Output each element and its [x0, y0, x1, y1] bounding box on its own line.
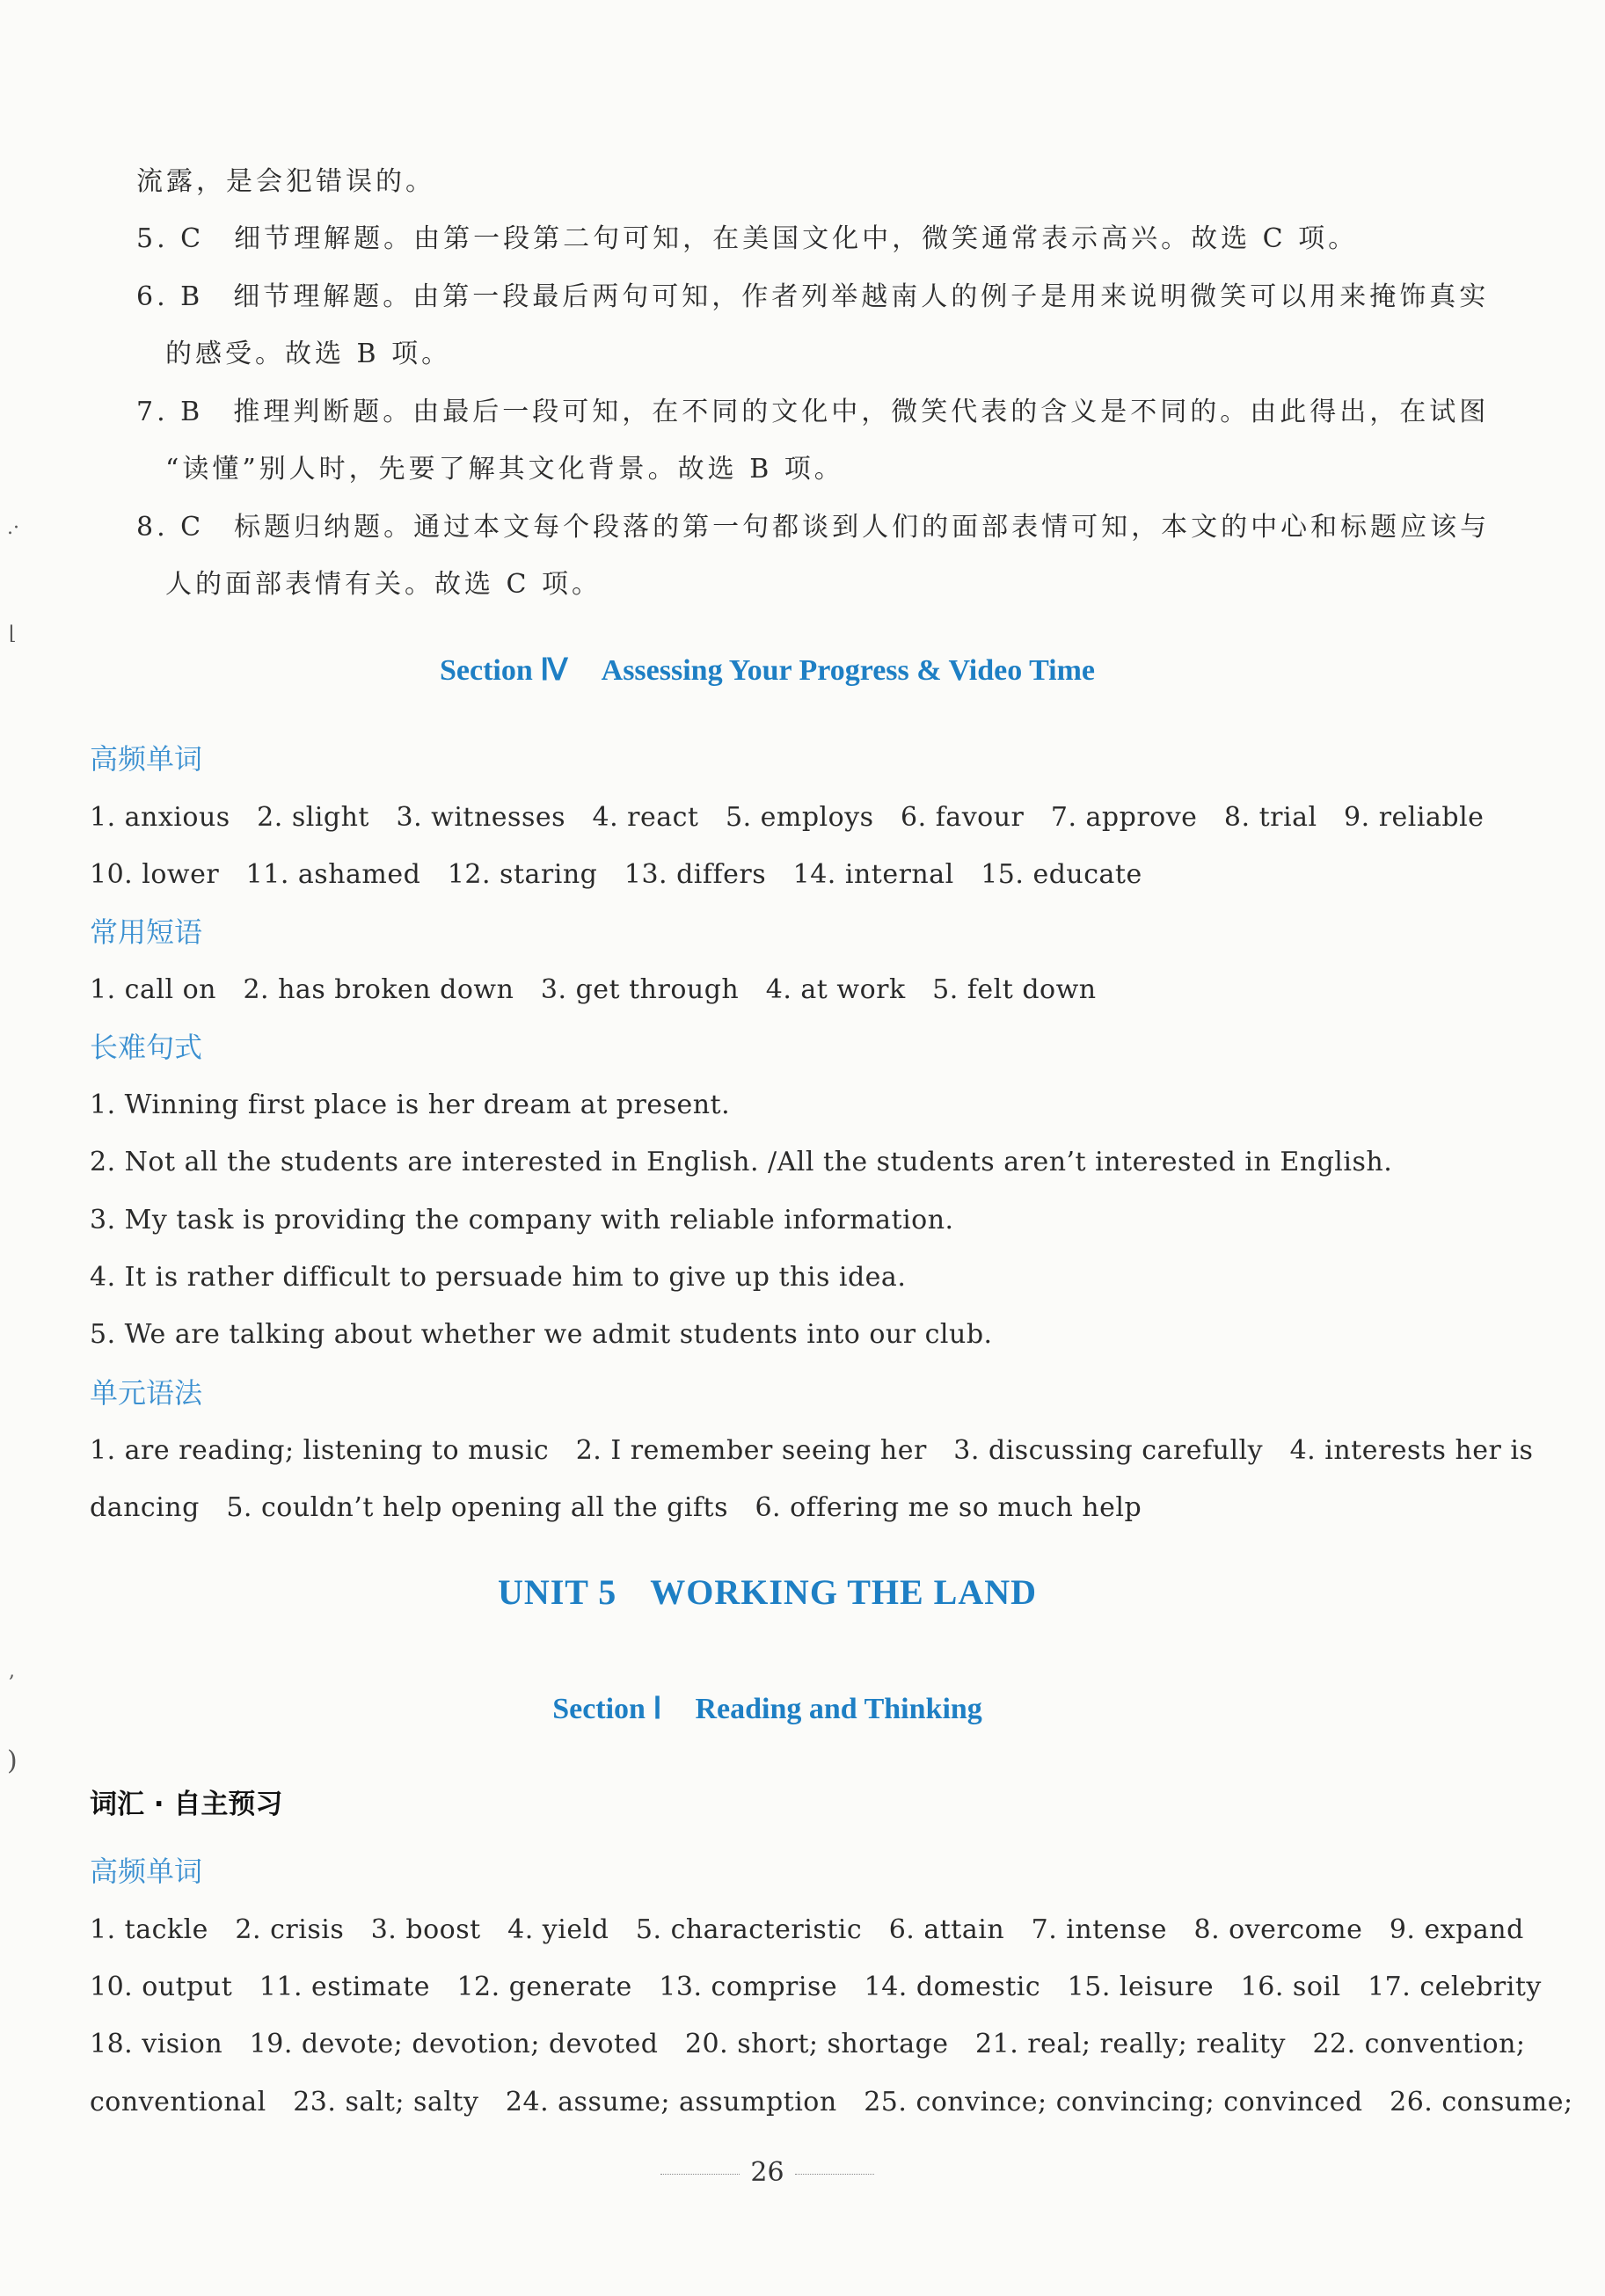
- answer-q6-cont: 的感受。故选 B 项。: [165, 339, 452, 369]
- section-number: Section Ⅰ: [552, 1693, 662, 1725]
- heading-high-frequency-words: 高频单词: [90, 742, 203, 776]
- answer-q7-cont: “读懂”别人时，先要了解其文化背景。故选 B 项。: [165, 454, 844, 485]
- margin-mark: ): [7, 1746, 18, 1776]
- footer-rule: [795, 2174, 874, 2175]
- margin-mark: ,: [9, 1660, 15, 1682]
- heading-complex-sentences: 长难句式: [90, 1031, 203, 1064]
- heading-high-frequency-words: 高频单词: [90, 1855, 203, 1888]
- phrase-list-line: 1. call on 2. has broken down 3. get through 4. at work 5. felt down: [90, 974, 1097, 1005]
- margin-mark: .·: [7, 517, 19, 539]
- unit-name: WORKING THE LAND: [650, 1572, 1038, 1612]
- page-footer: [0, 2157, 1535, 2188]
- heading-vocabulary-preview: 词汇 · 自主预习: [90, 1789, 283, 1820]
- word-list-line: 10. output 11. estimate 12. generate 13. comprise 14. domestic 15. leisure 16. soil 17. celebrity: [90, 1972, 1542, 2002]
- sentence: 1. Winning first place is her dream at present.: [90, 1090, 731, 1120]
- word-list-line: 1. anxious 2. slight 3. witnesses 4. react 5. employs 6. favour 7. approve 8. trial 9. reliable: [90, 802, 1485, 833]
- sentence: 3. My task is providing the company with reliable information.: [90, 1205, 954, 1235]
- margin-mark: ⌊: [9, 623, 17, 645]
- page-number: 26: [750, 2157, 784, 2188]
- word-list-line: conventional 23. salt; salty 24. assume; assumption 25. convince; convincing; convinced 26. consume;: [90, 2087, 1573, 2117]
- sentence: 5. We are talking about whether we admit students into our club.: [90, 1319, 993, 1350]
- answer-q8-cont: 人的面部表情有关。故选 C 项。: [165, 569, 602, 600]
- unit-title: [0, 1571, 1535, 1613]
- answer-q4-continuation: 流露，是会犯错误的。: [136, 166, 435, 197]
- section-name: Reading and Thinking: [695, 1693, 982, 1725]
- section-title: [0, 652, 1535, 688]
- section-name: Assessing Your Progress & Video Time: [601, 654, 1096, 687]
- word-list-line: 10. lower 11. ashamed 12. staring 13. differs 14. internal 15. educate: [90, 859, 1142, 890]
- answer-q7: 7. B 推理判断题。由最后一段可知，在不同的文化中，微笑代表的含义是不同的。由此得出，在试图: [136, 397, 1490, 427]
- section-title: [0, 1691, 1535, 1726]
- answer-q6: 6. B 细节理解题。由第一段最后两句可知，作者列举越南人的例子是用来说明微笑可以用来掩饰真实: [136, 281, 1490, 312]
- unit-number: UNIT 5: [497, 1572, 617, 1612]
- answer-q5: 5. C 细节理解题。由第一段第二句可知，在美国文化中，微笑通常表示高兴。故选 C 项。: [136, 223, 1359, 254]
- sentence: 4. It is rather difficult to persuade him to give up this idea.: [90, 1262, 907, 1293]
- word-list-line: 1. tackle 2. crisis 3. boost 4. yield 5. characteristic 6. attain 7. intense 8. overcome 9. expand: [90, 1914, 1524, 1945]
- word-list-line: 18. vision 19. devote; devotion; devoted 20. short; shortage 21. real; really; reality 22. convention;: [90, 2029, 1526, 2059]
- grammar-line: 1. are reading; listening to music 2. I remember seeing her 3. discussing carefully 4. interests her is: [90, 1435, 1534, 1466]
- heading-unit-grammar: 单元语法: [90, 1376, 203, 1410]
- sentence: 2. Not all the students are interested in English. /All the students aren’t interested in English.: [90, 1147, 1393, 1177]
- footer-rule: [660, 2174, 740, 2175]
- grammar-line: dancing 5. couldn’t help opening all the gifts 6. offering me so much help: [90, 1492, 1142, 1523]
- section-number: Section Ⅳ: [439, 654, 568, 687]
- answer-q8: 8. C 标题归纳题。通过本文每个段落的第一句都谈到人们的面部表情可知，本文的中心和标题应该与: [136, 512, 1491, 543]
- heading-common-phrases: 常用短语: [90, 915, 203, 949]
